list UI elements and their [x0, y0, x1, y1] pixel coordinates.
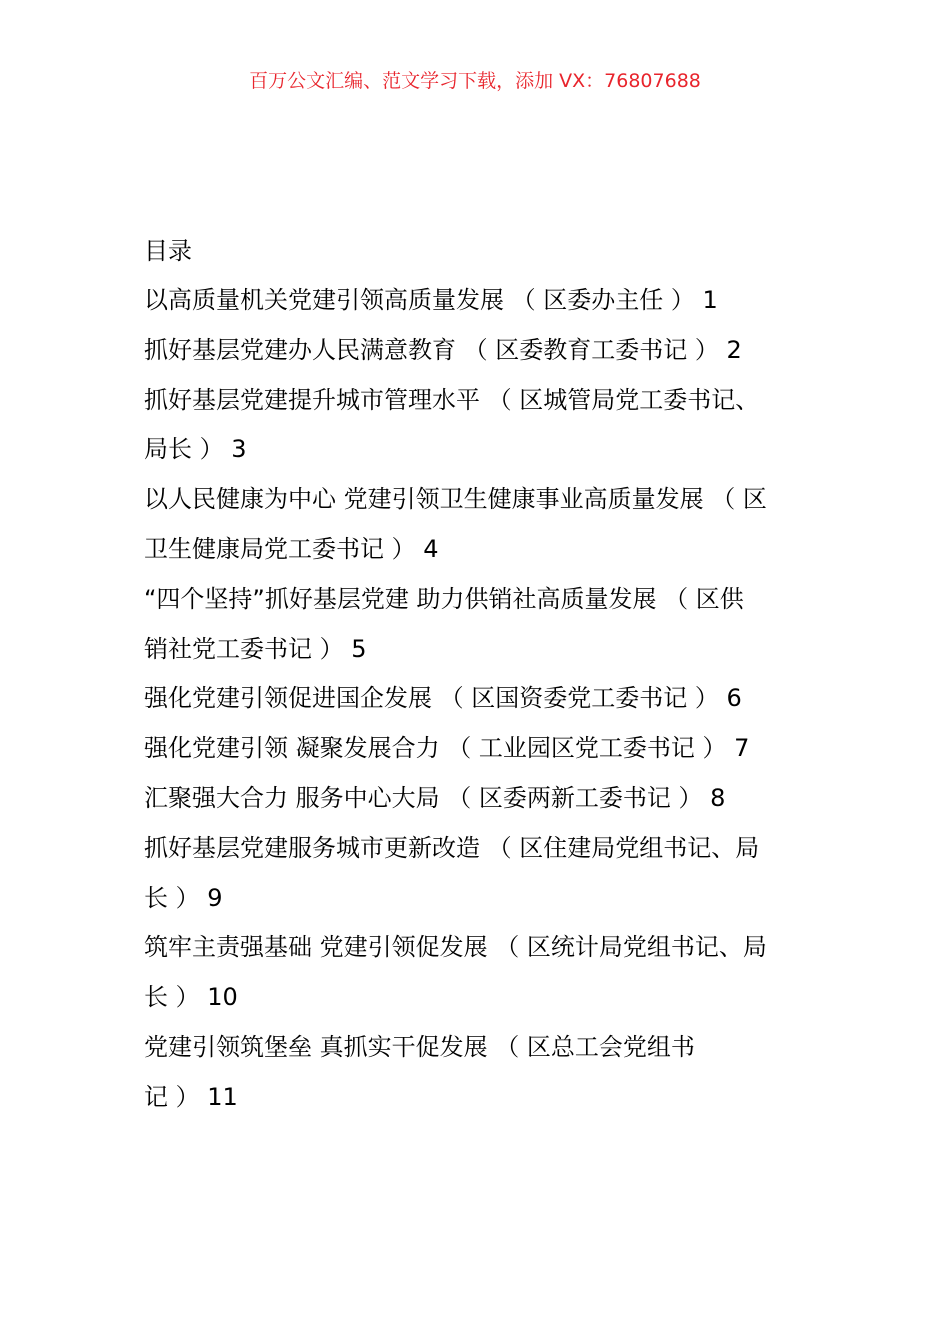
toc-item-line: 抓好基层党建办人民满意教育 （ 区委教育工委书记 ） 2	[144, 335, 742, 364]
toc-item-line: 党建引领筑堡垒 真抓实干促发展 （ 区总工会党组书	[144, 1032, 695, 1061]
toc-item[interactable]	[144, 475, 814, 575]
toc-item[interactable]	[144, 724, 814, 774]
toc-item-line: 抓好基层党建服务城市更新改造 （ 区住建局党组书记、局	[144, 833, 760, 862]
toc-item-line: 抓好基层党建提升城市管理水平 （ 区城管局党工委书记、	[144, 385, 760, 414]
toc-title: 目录	[144, 237, 192, 265]
toc-item-line: 局长 ） 3	[144, 435, 247, 464]
toc-item[interactable]	[144, 824, 814, 924]
toc-item-line: 长 ） 10	[144, 983, 238, 1012]
toc-item-line: “四个坚持”抓好基层党建 助力供销社高质量发展 （ 区供	[144, 584, 744, 613]
toc-item-line: 筑牢主责强基础 党建引领促发展 （ 区统计局党组书记、局	[144, 933, 767, 962]
table-of-contents	[144, 227, 814, 1123]
toc-item-line: 销社党工委书记 ） 5	[144, 634, 367, 663]
toc-item[interactable]	[144, 376, 814, 476]
toc-item[interactable]	[144, 674, 814, 724]
toc-item[interactable]	[144, 326, 814, 376]
toc-item-line: 卫生健康局党工委书记 ） 4	[144, 534, 439, 563]
toc-item-line: 汇聚强大合力 服务中心大局 （ 区委两新工委书记 ） 8	[144, 783, 726, 812]
toc-item[interactable]	[144, 1023, 814, 1123]
toc-item-line: 长 ） 9	[144, 883, 223, 912]
toc-item[interactable]	[144, 774, 814, 824]
toc-item[interactable]	[144, 276, 814, 326]
toc-item-line: 强化党建引领 凝聚发展合力 （ 工业园区党工委书记 ） 7	[144, 734, 750, 763]
toc-item-line: 记 ） 11	[144, 1082, 238, 1111]
toc-item-line: 以高质量机关党建引领高质量发展 （ 区委办主任 ） 1	[144, 286, 718, 314]
toc-item-line: 以人民健康为中心 党建引领卫生健康事业高质量发展 （ 区	[144, 485, 767, 514]
toc-item-line: 强化党建引领促进国企发展 （ 区国资委党工委书记 ） 6	[144, 684, 742, 713]
toc-item[interactable]	[144, 923, 814, 1023]
watermark-header: 百万公文汇编、范文学习下载，添加 VX：76807688	[249, 70, 701, 92]
toc-item[interactable]	[144, 575, 814, 675]
